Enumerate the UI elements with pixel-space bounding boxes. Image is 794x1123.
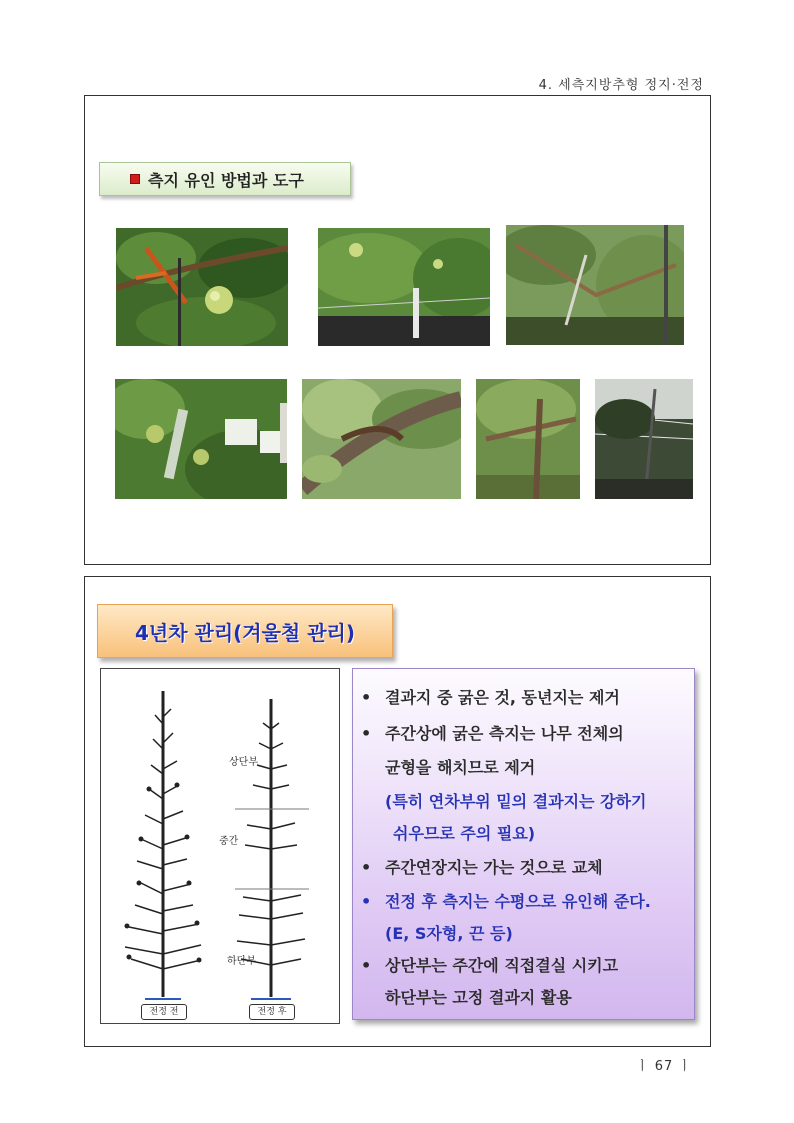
slide-title: 4년차 관리(겨울철 관리) — [97, 604, 393, 658]
note-line-10: 하단부는 고정 결과지 활용 — [385, 988, 572, 1007]
bullet-icon: • — [361, 688, 372, 707]
photo-orchard-branches — [506, 225, 684, 345]
photo-bent-branch — [302, 379, 461, 499]
label-upper: 상단부 — [229, 757, 258, 768]
photo-branch-tie-1 — [116, 228, 288, 346]
bullet-icon: • — [361, 956, 372, 975]
page-number: ㅣ 67 ㅣ — [636, 1059, 692, 1074]
section-label-text: 측지 유인 방법과 도구 — [148, 170, 304, 190]
label-middle: 중간 — [219, 836, 239, 847]
note-line-9: • 상단부는 주간에 직접결실 시키고 — [361, 956, 619, 975]
pruning-diagram — [100, 668, 340, 1024]
section-label — [99, 162, 351, 196]
bullet-icon: • — [361, 724, 372, 743]
photo-branch-angle — [476, 379, 580, 499]
photo-tree-net — [595, 379, 693, 499]
bullet-icon: • — [361, 858, 372, 877]
tree-before-drawing — [125, 691, 201, 997]
note-line-5: 쉬우므로 주의 필요) — [393, 824, 536, 843]
note-line-8: (E, S자형, 끈 등) — [385, 924, 513, 943]
note-line-6: • 주간연장지는 가는 것으로 교체 — [361, 858, 603, 877]
note-line-4: (특히 연차부위 밑의 결과지는 강하기 — [385, 792, 647, 811]
bullet-icon: • — [361, 892, 372, 911]
note-line-1: • 결과지 중 굵은 것, 동년지는 제거 — [361, 688, 620, 707]
note-line-2: • 주간상에 굵은 측지는 나무 전체의 — [361, 724, 624, 743]
label-lower: 하단부 — [227, 956, 256, 967]
caption-before: 전정 전 — [141, 1004, 187, 1020]
caption-after: 전정 후 — [249, 1004, 295, 1020]
photo-trellis-row — [318, 228, 490, 346]
notes-panel — [352, 668, 695, 1020]
red-square-icon — [130, 174, 140, 184]
running-header: 4. 세측지방추형 정지·전정 — [538, 78, 704, 93]
note-line-3: 균형을 해치므로 제거 — [385, 758, 536, 777]
note-line-7: • 전정 후 측지는 수평으로 유인해 준다. — [361, 892, 651, 911]
photo-hanging-weights — [115, 379, 287, 499]
